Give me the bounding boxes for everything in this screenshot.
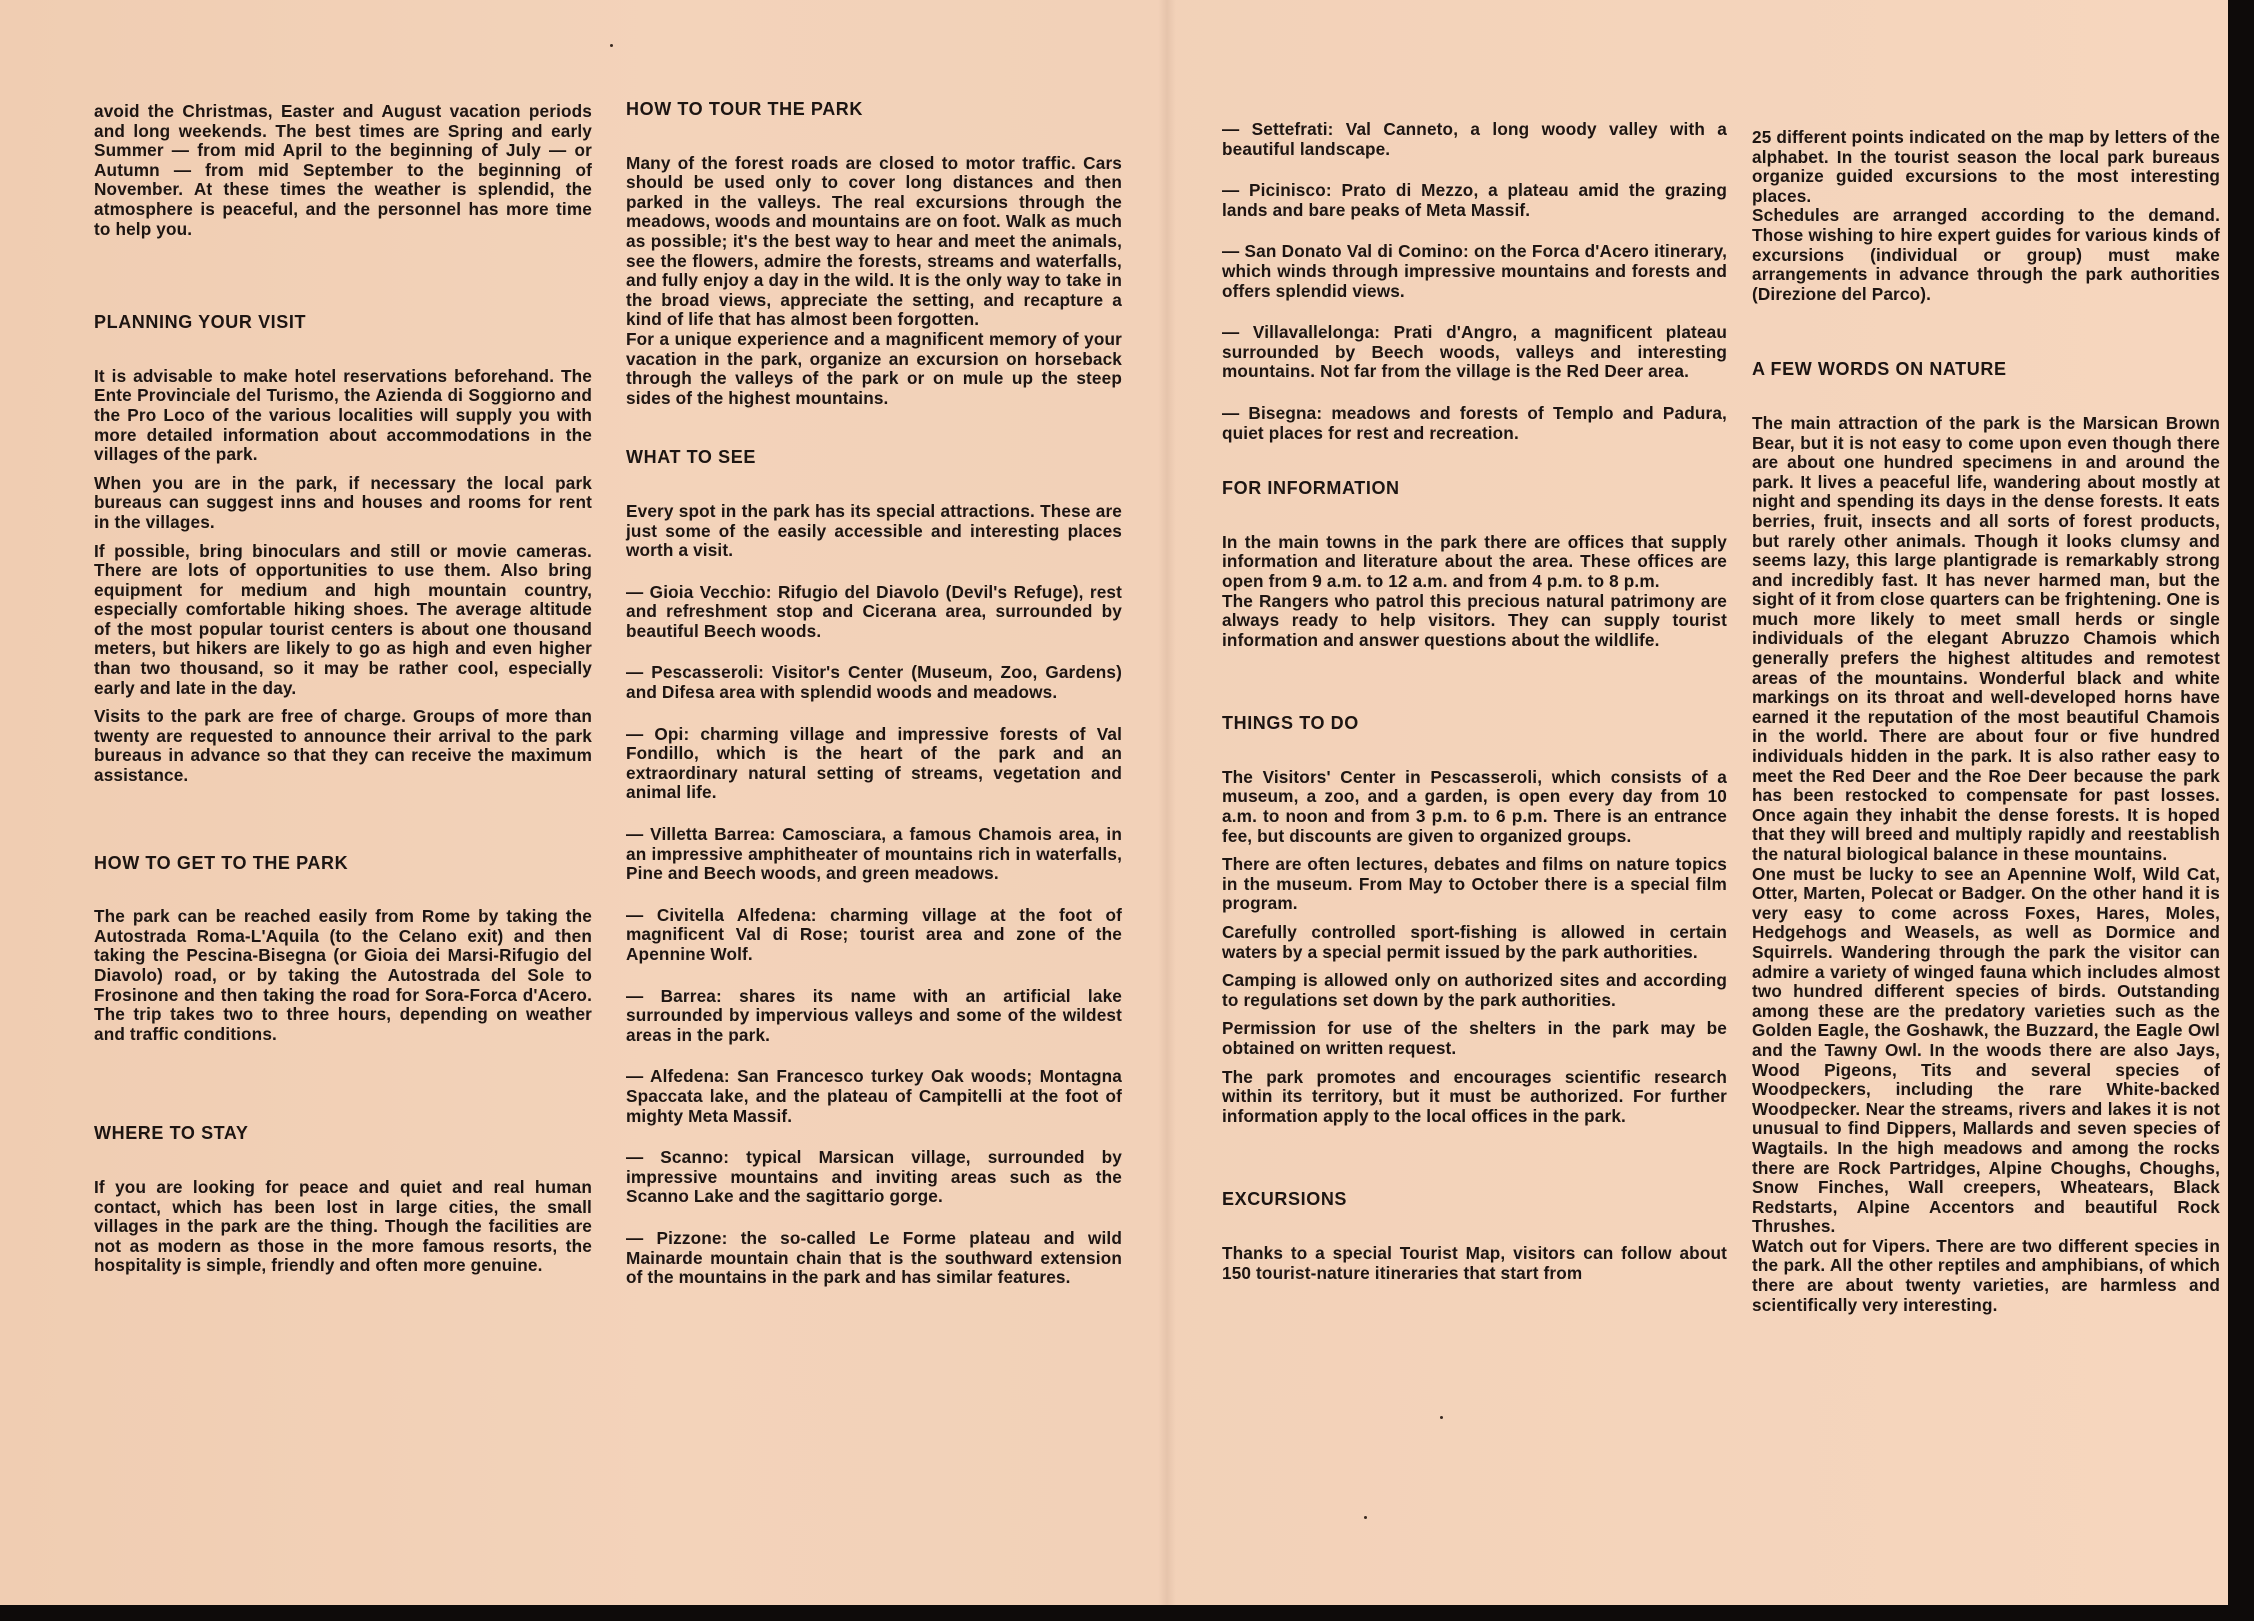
heading-how-to-get-to-the-park: HOW TO GET TO THE PARK (94, 852, 349, 873)
nature-paragraph: Watch out for Vipers. There are two different species in the park. All the other reptiles and amphibians, of which there are about twenty varieties, are harmless and scientifically very interesting. (1752, 1235, 2220, 1315)
excursions-continued-paragraph: 25 different points indicated on the map by letters of the alphabet. In the tourist season the local park bureaus organize guided excursions to the most interesting places. (1752, 127, 2220, 206)
place-entry: — Pizzone: the so-called Le Forme plateau and wild Mainarde mountain chain that is the southward extension of the mountains in the park and has similar features. (626, 1227, 1122, 1288)
print-speck (1364, 1516, 1367, 1519)
things-to-do-paragraph: Permission for use of the shelters in the park may be obtained on written request. (1222, 1018, 1727, 1058)
things-to-do-paragraph: The park promotes and encourages scientific research within its territory, but it must be authorized. For further information apply to the local offices in the park. (1222, 1066, 1727, 1126)
place-entry: — Opi: charming village and impressive forests of Val Fondillo, which is the heart of the park and an extraordinary natural setting of streams, vegetation and animal life. (626, 723, 1122, 803)
place-entry: — Civitella Alfedena: charming village at the foot of magnificent Val di Rose; tourist area and zone of the Apennine Wolf. (626, 904, 1122, 964)
print-speck (610, 44, 613, 47)
heading-excursions: EXCURSIONS (1222, 1189, 1348, 1210)
column-4 (1752, 128, 2220, 1324)
column-1 (94, 102, 592, 1285)
intro-paragraph: avoid the Christmas, Easter and August vacation periods and long weekends. The best times are Spring and early Summer — from mid April to the beginning of July — or Autumn — from mid September to the beginning of November. At these times the weather is splendid, the atmosphere is peaceful, and the personnel has more time to help you. (94, 101, 592, 239)
heading-a-few-words-on-nature: A FEW WORDS ON NATURE (1752, 359, 2007, 380)
excursions-paragraph: Thanks to a special Tourist Map, visitors can follow about 150 tourist-nature itineraries that start from (1222, 1242, 1727, 1283)
place-entry: — Gioia Vecchio: Rifugio del Diavolo (Devil's Refuge), rest and refreshment stop and Cicerana area, surrounded by beautiful Beech woods. (626, 581, 1122, 641)
place-entry: — Settefrati: Val Canneto, a long woody valley with a beautiful landscape. (1222, 119, 1727, 159)
heading-things-to-do: THINGS TO DO (1222, 713, 1359, 734)
nature-paragraph: The main attraction of the park is the Marsican Brown Bear, but it is not easy to come upon even though there are about one hundred specimens in and around the park. It lives a peaceful life, wandering about mostly at night and spending its days in the dense forests. It eats berries, fruit, insects and all sorts of forest products, but rarely other animals. Though it looks clumsy and seems lazy, this large plantigrade is remarkably strong and incredibly fast. It has never harmed man, but the sight of it from close quarters can be frightening. One is much more likely to meet small herds or single individuals of the elegant Abruzzo Chamois which generally prefers the highest altitudes and remotest areas of the mountains. Wonderful black and white markings on its throat and well-developed horns have earned it the reputation of the most beautiful Chamois in the world. There are about four or five hundred individuals hidden in the park. It is also rather easy to meet the Red Deer and the Roe Deer because the park has been restocked to compensate for past losses. Once again they inhabit the dense forests. It is hoped that they will breed and multiply rapidly and reestablish the natural biological balance in these mountains. (1752, 412, 2220, 864)
place-entry: — Villavallelonga: Prati d'Angro, a magnificent plateau surrounded by Beech woods, valleys and interesting mountains. Not far from the village is the Red Deer area. (1222, 322, 1727, 382)
things-to-do-paragraph: Carefully controlled sport-fishing is allowed in certain waters by a special permit issued by the park authorities. (1222, 922, 1727, 962)
heading-where-to-stay: WHERE TO STAY (94, 1123, 249, 1144)
things-to-do-paragraph: Camping is allowed only on authorized sites and according to regulations set down by the park authorities. (1222, 970, 1727, 1010)
heading-what-to-see: WHAT TO SEE (626, 447, 756, 468)
things-to-do-paragraph: There are often lectures, debates and films on nature topics in the museum. From May to October there is a special film program. (1222, 854, 1727, 914)
place-entry: — Scanno: typical Marsican village, surrounded by impressive mountains and inviting areas such as the Scanno Lake and the sagittario gorge. (626, 1147, 1122, 1207)
place-entry: — San Donato Val di Comino: on the Forca d'Acero itinerary, which winds through impressive mountains and forests and offers splendid views. (1222, 241, 1727, 301)
tour-paragraph: Many of the forest roads are closed to motor traffic. Cars should be used only to cover long distances and then parked in the valleys. The real excursions through the meadows, woods and mountains are on foot. Walk as much as possible; it's the best way to hear and meet the animals, see the flowers, admire the forests, streams and waterfalls, and fully enjoy a day in the wild. It is the only way to take in the broad views, appreciate the setting, and recapture a kind of life that has almost been forgotten. (626, 152, 1122, 330)
column-3 (1222, 120, 1727, 1292)
column-2 (626, 100, 1122, 1297)
information-paragraph: In the main towns in the park there are offices that supply information and literature about the area. These offices are open from 9 a.m. to 12 a.m. and from 4 p.m. to 8 p.m. (1222, 531, 1727, 591)
planning-paragraph: When you are in the park, if necessary the local park bureaus can suggest inns and houses and rooms for rent in the villages. (94, 472, 592, 532)
heading-planning-your-visit: PLANNING YOUR VISIT (94, 312, 307, 333)
place-entry: — Barrea: shares its name with an artificial lake surrounded by impervious valleys and some of the wildest areas in the park. (626, 985, 1122, 1045)
information-paragraph: The Rangers who patrol this precious natural patrimony are always ready to help visitors. They can supply tourist information and answer questions about the wildlife. (1222, 590, 1727, 650)
get-to-park-paragraph: The park can be reached easily from Rome by taking the Autostrada Roma-L'Aquila (to the Celano exit) and then taking the Pescina-Bisegna (or Gioia dei Marsi-Rifugio del Diavolo) road, or by taking the Autostrada del Sole to Frosinone and then taking the road for Sora-Forca d'Acero. The trip takes two to three hours, depending on weather and traffic conditions. (94, 906, 592, 1044)
heading-for-information: FOR INFORMATION (1222, 478, 1400, 499)
heading-how-to-tour-the-park: HOW TO TOUR THE PARK (626, 99, 863, 119)
excursions-continued-paragraph: Schedules are arranged according to the demand. Those wishing to hire expert guides for various kinds of excursions (individual or group) must make arrangements in advance through the park authorities (Direzione del Parco). (1752, 205, 2220, 304)
planning-paragraph: If possible, bring binoculars and still or movie cameras. There are lots of opportunities to use them. Also bring equipment for medium and high mountain country, especially comfortable hiking shoes. The average altitude of the most popular tourist centers is about one thousand meters, but hikers are likely to go as high and even higher than two thousand, so it may be rather cool, especially early and late in the day. (94, 540, 592, 698)
place-entry: — Pescasseroli: Visitor's Center (Museum, Zoo, Gardens) and Difesa area with splendid woods and meadows. (626, 662, 1122, 703)
place-entry: — Picinisco: Prato di Mezzo, a plateau amid the grazing lands and bare peaks of Meta Massif. (1222, 180, 1727, 220)
place-entry: — Alfedena: San Francesco turkey Oak woods; Montagna Spaccata lake, and the plateau of Campitelli at the foot of mighty Meta Massif. (626, 1066, 1122, 1126)
things-to-do-paragraph: The Visitors' Center in Pescasseroli, which consists of a museum, a zoo, and a garden, is open every day from 10 a.m. to noon and from 3 p.m. to 6 p.m. There is an entrance fee, but discounts are given to organized groups. (1222, 766, 1727, 846)
where-to-stay-paragraph: If you are looking for peace and quiet and real human contact, which has been lost in large cities, the small villages in the park are the thing. Though the facilities are not as modern as those in the more famous resorts, the hospitality is simple, friendly and often more genuine. (94, 1176, 592, 1276)
page-fold (1158, 0, 1176, 1605)
planning-paragraph: It is advisable to make hotel reservations beforehand. The Ente Provinciale del Turismo, the Azienda di Soggiorno and the Pro Loco of the various localities will supply you with more detailed information about accommodations in the villages of the park. (94, 365, 592, 465)
planning-paragraph: Visits to the park are free of charge. Groups of more than twenty are requested to announce their arrival to the park bureaus in advance so that they can receive the maximum assistance. (94, 706, 592, 786)
print-speck (1440, 1416, 1443, 1419)
nature-paragraph: One must be lucky to see an Apennine Wolf, Wild Cat, Otter, Marten, Polecat or Badger. On the other hand it is very easy to come across Foxes, Hares, Moles, Hedgehogs and Weasels, as well as Dormice and Squirrels. Wandering through the park the visitor can admire a variety of winged fauna which includes almost two hundred different species of birds. Outstanding among these are the predatory varieties such as the Golden Eagle, the Goshawk, the Buzzard, the Eagle Owl and the Tawny Owl. In the woods there are also Jays, Wood Pigeons, Tits and several species of Woodpeckers, including the rare White-backed Woodpecker. Near the streams, rivers and lakes it is not unusual to find Dippers, Mallards and seven species of Wagtails. In the high meadows and among the rocks there are Rock Partridges, Alpine Choughs, Choughs, Snow Finches, Wall creepers, Wheatears, Black Redstarts, Alpine Accentors and beautiful Rock Thrushes. (1752, 863, 2220, 1237)
tour-paragraph: For a unique experience and a magnificent memory of your vacation in the park, organize an excursion on horseback through the valleys of the park or on mule up the steep sides of the highest mountains. (626, 328, 1122, 408)
place-entry: — Bisegna: meadows and forests of Templo and Padura, quiet places for rest and recreation. (1222, 402, 1727, 443)
place-entry: — Villetta Barrea: Camosciara, a famous Chamois area, in an impressive amphitheater of mountains rich in waterfalls, Pine and Beech woods, and green meadows. (626, 824, 1122, 884)
what-to-see-intro: Every spot in the park has its special attractions. These are just some of the easily accessible and interesting places worth a visit. (626, 500, 1122, 561)
